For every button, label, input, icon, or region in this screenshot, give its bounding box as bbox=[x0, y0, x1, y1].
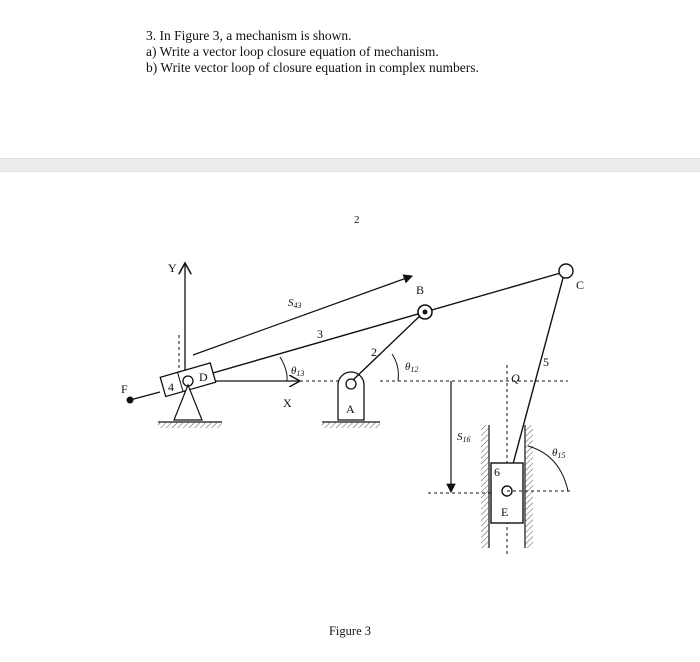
ground-d-hatch bbox=[158, 422, 222, 428]
link-6-label: 6 bbox=[494, 465, 500, 479]
point-e-label: E bbox=[501, 505, 509, 519]
point-q-label: Q bbox=[511, 371, 520, 385]
mechanism-diagram bbox=[0, 172, 700, 622]
figure-card bbox=[0, 172, 700, 662]
theta12-arc bbox=[392, 354, 398, 381]
link-4-label: 4 bbox=[168, 380, 174, 394]
guide-left-hatch bbox=[481, 425, 489, 548]
link-5-label: 5 bbox=[543, 355, 549, 369]
ground-a-hatch bbox=[322, 422, 380, 428]
theta13-arc bbox=[280, 357, 287, 381]
y-axis-label: Y bbox=[168, 261, 177, 275]
point-f-label: F bbox=[121, 382, 128, 396]
point-d-label: D bbox=[199, 370, 208, 384]
theta15-label: θ15 bbox=[552, 447, 566, 460]
theta12-label: θ12 bbox=[405, 361, 419, 374]
figure-caption: Figure 3 bbox=[328, 624, 371, 638]
joint-b-inner bbox=[423, 310, 428, 315]
s16-label: S16 bbox=[457, 431, 471, 444]
figure-top-label: 2 bbox=[354, 214, 360, 226]
link-3-label: 3 bbox=[317, 327, 323, 341]
s43-label: S43 bbox=[288, 297, 302, 310]
question-text bbox=[146, 28, 479, 76]
point-b-label: B bbox=[416, 283, 425, 297]
question-part-a: a) Write a vector loop closure equation of mechanism. bbox=[146, 44, 439, 59]
question-part-b: b) Write vector loop of closure equation in complex numbers. bbox=[146, 60, 479, 75]
link-f-line bbox=[130, 392, 160, 400]
joint-a bbox=[346, 379, 356, 389]
guide-right-hatch bbox=[525, 425, 533, 548]
question-title: 3. In Figure 3, a mechanism is shown. bbox=[146, 28, 352, 43]
link-2-label: 2 bbox=[371, 345, 377, 359]
point-c-label: C bbox=[576, 278, 585, 292]
link-3-line bbox=[185, 272, 564, 381]
point-a-label: A bbox=[346, 402, 355, 416]
question-card bbox=[0, 0, 700, 158]
x-axis-label: X bbox=[283, 396, 292, 410]
s43-dimension bbox=[193, 276, 412, 355]
joint-c bbox=[559, 264, 573, 278]
card-divider bbox=[0, 158, 700, 172]
theta13-label: θ13 bbox=[291, 365, 305, 378]
point-f-dot bbox=[127, 397, 134, 404]
